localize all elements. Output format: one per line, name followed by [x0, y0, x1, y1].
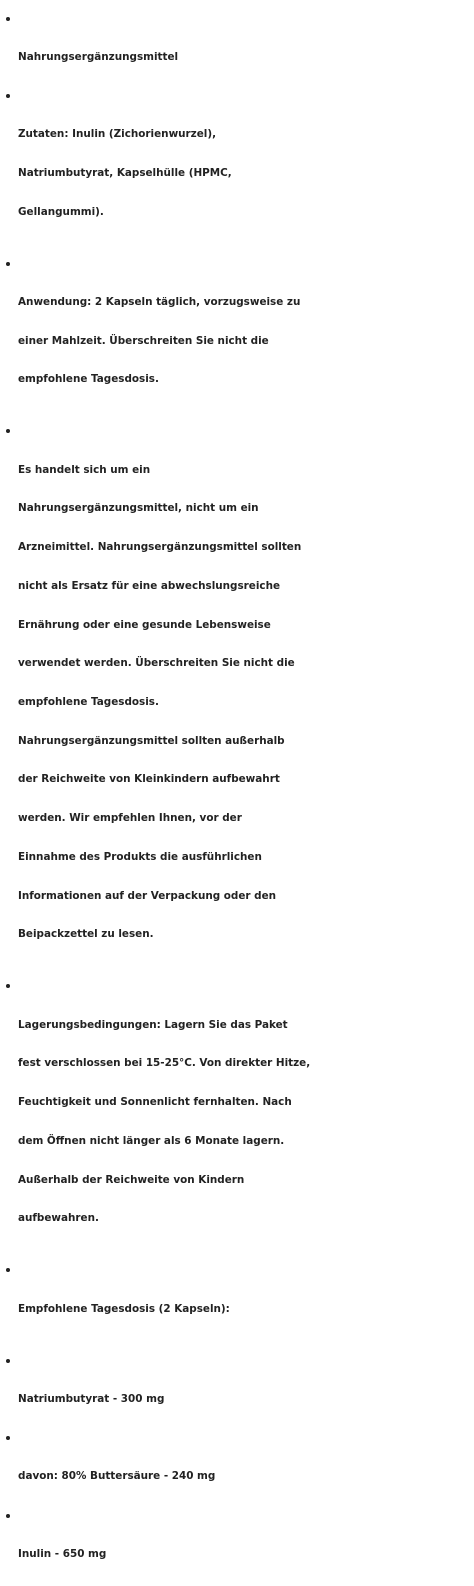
list-item-sodium-butyrate	[0, 1354, 474, 1431]
text-line: Arzneimittel. Nahrungsergänzungsmittel sollten	[18, 541, 302, 554]
text-line: aufbewahren.	[18, 1212, 99, 1225]
text-line: davon: 80% Buttersäure - 240 mg	[18, 1470, 216, 1483]
bullet-icon	[6, 1268, 10, 1272]
bullet-icon	[6, 1359, 10, 1363]
spacer	[0, 1251, 474, 1264]
bullet-icon	[6, 262, 10, 266]
text-line: Nahrungsergänzungsmittel	[18, 50, 179, 63]
bullet-icon	[6, 1514, 10, 1518]
text-line: Gellangummi).	[18, 205, 104, 218]
bullet-icon	[6, 984, 10, 988]
text-line: Anwendung: 2 Kapseln täglich, vorzugsweise zu	[18, 295, 301, 308]
text-line: Natriumbutyrat, Kapselhülle (HPMC,	[18, 166, 232, 179]
text-line: Empfohlene Tagesdosis (2 Kapseln):	[18, 1302, 230, 1315]
list-item-butyric-acid	[0, 1432, 474, 1509]
text-line: einer Mahlzeit. Überschreiten Sie nicht die	[18, 334, 269, 347]
spacer	[0, 967, 474, 980]
list-item-usage	[0, 257, 474, 412]
text-line: Lagerungsbedingungen: Lagern Sie das Paket	[18, 1018, 288, 1031]
list-item-daily-dose-heading	[0, 1264, 474, 1341]
text-line: Zutaten: Inulin (Zichorienwurzel),	[18, 128, 217, 141]
spacer	[0, 1341, 474, 1354]
bullet-icon	[6, 17, 10, 21]
bullet-icon	[6, 94, 10, 98]
bullet-icon	[6, 1436, 10, 1440]
bullet-icon	[6, 429, 10, 433]
list-item-ingredients	[0, 89, 474, 244]
text-line: verwendet werden. Überschreiten Sie nicht die	[18, 657, 295, 670]
text-line: dem Öffnen nicht länger als 6 Monate lagern.	[18, 1134, 285, 1147]
product-info-list	[0, 12, 474, 1586]
text-line: Natriumbutyrat - 300 mg	[18, 1392, 165, 1405]
text-line: Einnahme des Produkts die ausführlichen	[18, 850, 262, 863]
list-item-warnings	[0, 425, 474, 967]
text-line: der Reichweite von Kleinkindern aufbewahrt	[18, 773, 280, 786]
text-line: werden. Wir empfehlen Ihnen, vor der	[18, 812, 242, 825]
text-line: nicht als Ersatz für eine abwechslungsreiche	[18, 579, 281, 592]
text-line: Ernährung oder eine gesunde Lebensweise	[18, 618, 271, 631]
text-line: empfohlene Tagesdosis.	[18, 373, 159, 386]
spacer	[0, 244, 474, 257]
text-line: Beipackzettel zu lesen.	[18, 928, 154, 941]
text-line: Nahrungsergänzungsmittel, nicht um ein	[18, 502, 259, 515]
text-line: Inulin - 650 mg	[18, 1547, 107, 1560]
text-line: fest verschlossen bei 15-25°C. Von direkter Hitze,	[18, 1057, 311, 1070]
text-line: Nahrungsergänzungsmittel sollten außerhalb	[18, 734, 285, 747]
text-line: Feuchtigkeit und Sonnenlicht fernhalten. Nach	[18, 1096, 292, 1109]
text-line: Informationen auf der Verpackung oder den	[18, 889, 277, 902]
list-item-product-type	[0, 12, 474, 89]
list-item-inulin	[0, 1509, 474, 1586]
list-item-storage	[0, 980, 474, 1251]
text-line: Es handelt sich um ein	[18, 463, 151, 476]
text-line: empfohlene Tagesdosis.	[18, 696, 159, 708]
spacer	[0, 412, 474, 425]
text-line: Außerhalb der Reichweite von Kindern	[18, 1173, 245, 1186]
